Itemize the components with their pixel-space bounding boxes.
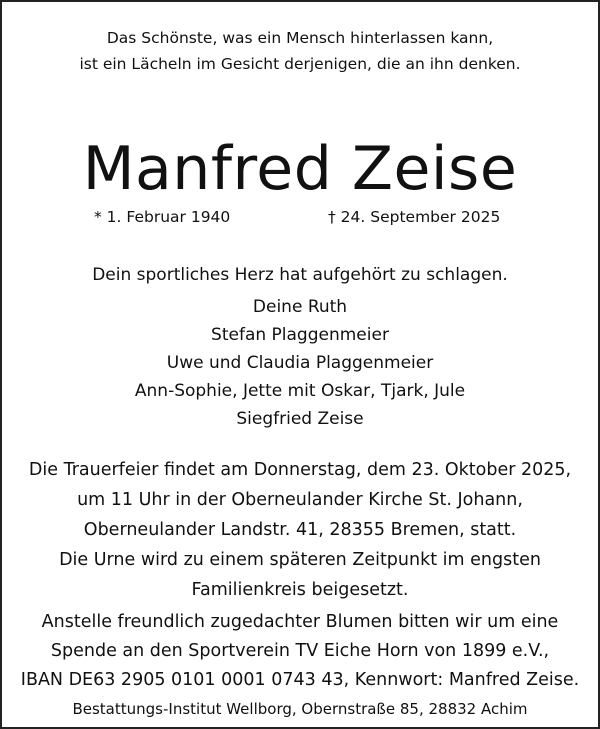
mourner-3: Uwe und Claudia Plaggenmeier <box>166 353 434 373</box>
funeral-line-4: Die Urne wird zu einem späteren Zeitpunkt im engsten <box>59 550 541 570</box>
funeral-line-1: Die Trauerfeier findet am Donnerstag, dem 23. Oktober 2025, <box>28 460 572 480</box>
mourner-4: Ann-Sophie, Jette mit Oskar, Tjark, Jule <box>134 381 466 401</box>
funeral-line-2: um 11 Uhr in der Oberneulander Kirche St. Johann, <box>77 490 523 510</box>
undertaker-line: Bestattungs-Institut Wellborg, Obernstraße 85, 28832 Achim <box>72 700 528 718</box>
mourner-1: Deine Ruth <box>252 297 348 317</box>
mourner-2: Stefan Plaggenmeier <box>211 325 389 345</box>
deceased-name: Manfred Zeise <box>82 134 518 204</box>
donation-line-2: Spende an den Sportverein TV Eiche Horn von 1899 e.V., <box>50 641 550 661</box>
tribute-line: Dein sportliches Herz hat aufgehört zu schlagen. <box>92 265 508 285</box>
birth-date: * 1. Februar 1940 <box>94 208 231 226</box>
funeral-line-3: Oberneulander Landstr. 41, 28355 Bremen, statt. <box>83 520 517 540</box>
quote-line-1: Das Schönste, was ein Mensch hinterlassen kann, <box>106 29 494 47</box>
funeral-line-5: Familienkreis beigesetzt. <box>191 580 409 600</box>
quote-line-2: ist ein Lächeln im Gesicht derjenigen, die an ihn denken. <box>79 55 521 73</box>
mourner-5: Siegfried Zeise <box>236 409 364 429</box>
donation-line-3: IBAN DE63 2905 0101 0001 0743 43, Kennwort: Manfred Zeise. <box>20 670 580 690</box>
death-date: † 24. September 2025 <box>328 208 501 226</box>
donation-line-1: Anstelle freundlich zugedachter Blumen bitten wir um eine <box>41 612 559 632</box>
life-dates <box>2 206 598 228</box>
